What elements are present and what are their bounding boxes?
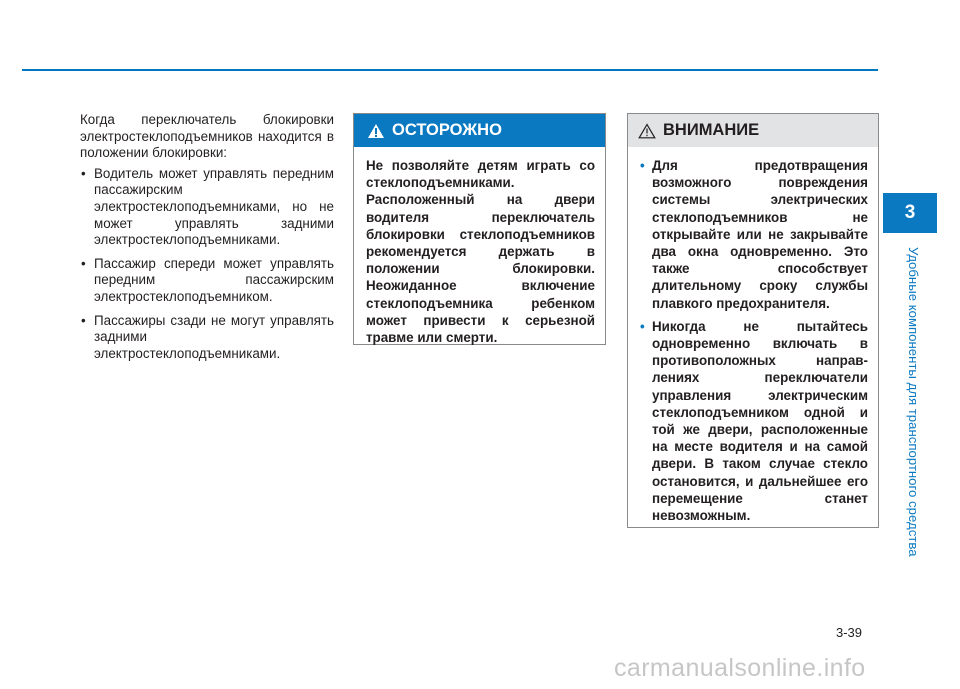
page-number: 3-39 bbox=[836, 625, 863, 640]
bullet-marker: • bbox=[81, 165, 86, 181]
warning-triangle-outline-icon bbox=[638, 123, 656, 139]
notice-body bbox=[628, 147, 878, 524]
notice-header bbox=[628, 114, 878, 147]
notice-bullet-text: Никогда не пытайтесь одновременно включать в противоположных направ- лениях переключатели управления электрическим стеклоподъемником одной и той же двери, расположенные на месте водителя и на самой двери. В таком случае стекло остановится, и дальнейшее его перемещение станет невозможным. bbox=[652, 318, 868, 524]
bullet-marker: • bbox=[640, 318, 645, 334]
intro-bullet-item bbox=[80, 313, 334, 363]
caution-box bbox=[353, 113, 606, 345]
notice-bullet-list bbox=[640, 157, 868, 524]
notice-bullet-item bbox=[640, 318, 868, 524]
warning-triangle-icon bbox=[367, 123, 385, 139]
caution-title: ОСТОРОЖНО bbox=[392, 121, 502, 139]
caution-body bbox=[354, 147, 605, 346]
chapter-number: 3 bbox=[904, 202, 916, 223]
intro-bullet-text: Пассажир спереди может управлять передним пассажирским электростеклоподъемником. bbox=[94, 255, 334, 304]
intro-text: Когда переключатель блокировки электростеклоподъемников находится в положении блокировки: bbox=[80, 112, 334, 161]
notice-bullet-text: Для предотвращения возможного повреждения системы электрических стеклоподъемников не открывайте или не закрывайте два окна одновременно. Это также способствует длительному сроку службы плавкого предохранителя. bbox=[652, 158, 868, 311]
notice-box bbox=[627, 113, 879, 528]
intro-bullet-text: Водитель может управлять передним пассажирским электростеклоподъемниками, но не может управлять задними электростеклоподъемниками. bbox=[94, 165, 334, 248]
chapter-tab bbox=[883, 193, 937, 233]
intro-bullet-text: Пассажиры сзади не могут управлять задними электростеклоподъемниками. bbox=[94, 312, 334, 361]
notice-bullet-item bbox=[640, 157, 868, 312]
bullet-marker: • bbox=[81, 255, 86, 271]
notice-title: ВНИМАНИЕ bbox=[663, 121, 760, 139]
watermark: carmanualsonline.info bbox=[614, 654, 866, 682]
intro-bullet-item bbox=[80, 166, 334, 249]
top-divider bbox=[22, 69, 878, 71]
chapter-title: Удобные компоненты для транспортного средства bbox=[906, 247, 921, 557]
caution-text: Не позволяйте детям играть со стеклоподъемниками. Расположенный на двери водителя переключатель блокировки стеклоподъемников рекомендуется держать в положении блокировки. Неожиданное включение стеклоподъемника ребенком может привести к серьезной травме или смерти. bbox=[366, 158, 595, 346]
intro-column bbox=[80, 112, 334, 369]
caution-header bbox=[354, 114, 605, 147]
intro-bullet-list bbox=[80, 166, 334, 363]
bullet-marker: • bbox=[81, 312, 86, 328]
intro-bullet-item bbox=[80, 256, 334, 306]
bullet-marker: • bbox=[640, 158, 645, 173]
